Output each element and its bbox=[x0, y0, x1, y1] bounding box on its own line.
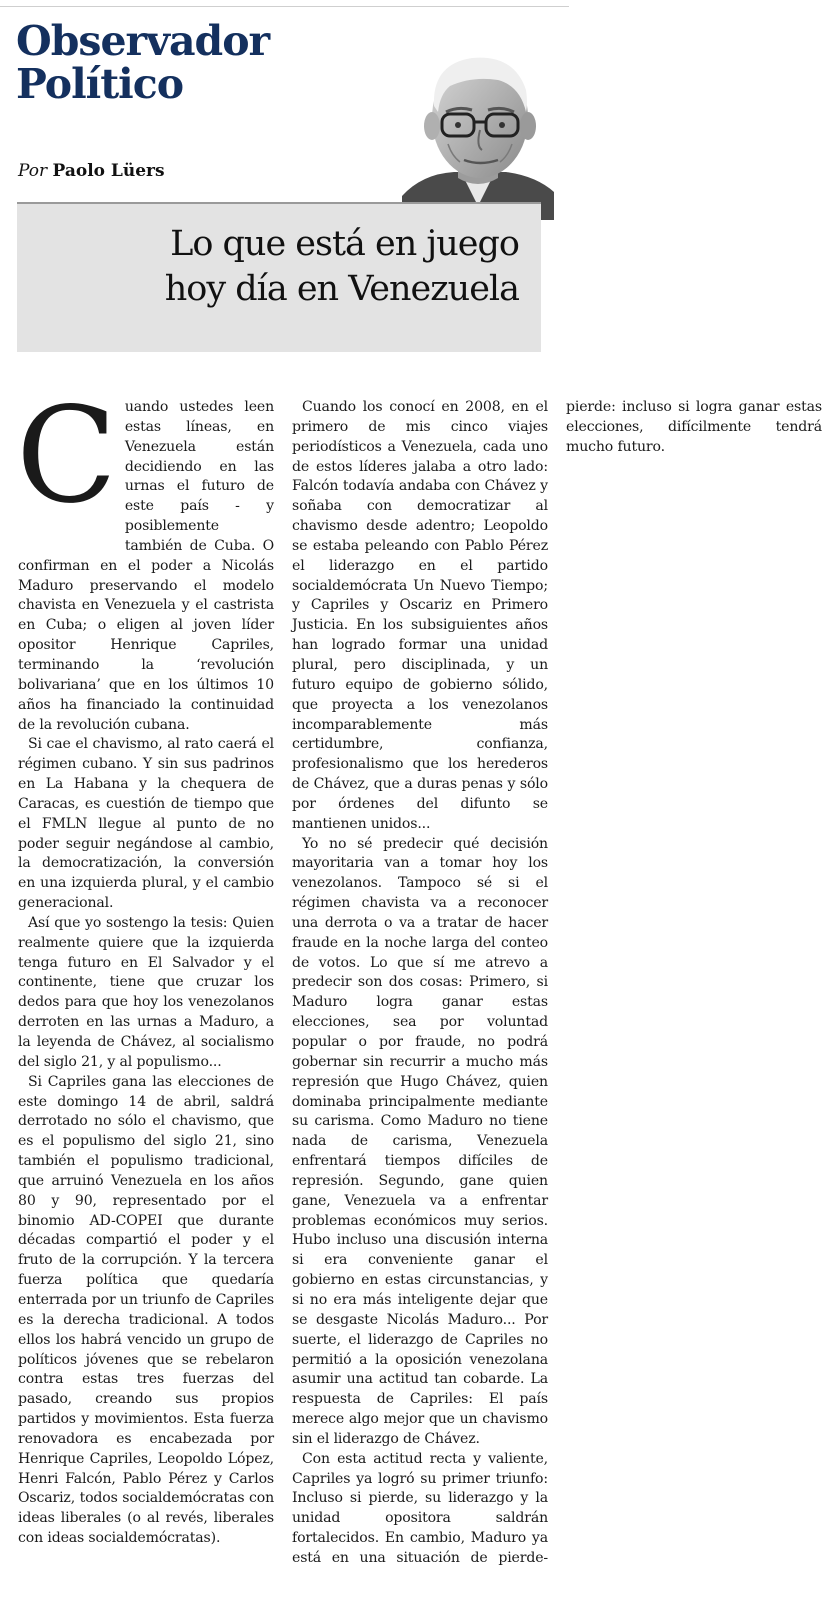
article-paragraph: Con esta actitud recta y valiente, Capriles ya logró su primer triunfo: Incluso si pierde, su liderazgo y la unidad opositora saldrán fortalecidos. En cambio, Maduro ya está en una situación de pierde-pierde: incluso si logra ganar estas elecciones, difícilmente tendrá mucho futuro. bbox=[292, 399, 822, 1566]
column-title-line1: Observador bbox=[16, 17, 270, 65]
article-paragraph: Cuando los conocí en 2008, en el primero de mis cinco viajes periodísticos a Venezuela, cada uno de estos líderes jalaba a otro lado: Falcón todavía andaba con Chávez y soñaba con democratizar al chavismo desde adentro; Leopoldo se estaba peleando con Pablo Pérez el liderazgo en el partido socialdemócrata Un Nuevo Tiempo; y Capriles y Oscariz en Primero Justicia. En los subsiguientes años han logrado formar una unidad plural, pero disciplinada, y un futuro equipo de gobierno sólido, que proyecta a los venezolanos incomparablemente más certidumbre, confianza, profesionalismo que los herederos de Chávez, que a duras penas y sólo por órdenes del difunto se mantienen unidos... bbox=[292, 399, 548, 832]
column-header bbox=[16, 17, 556, 200]
headline-line2: hoy día en Venezuela bbox=[164, 269, 519, 309]
top-rule bbox=[0, 6, 569, 7]
column-title bbox=[16, 17, 270, 108]
author-photo bbox=[402, 46, 554, 220]
headline-box bbox=[17, 202, 541, 352]
byline bbox=[18, 161, 165, 181]
article-paragraph: Si cae el chavismo, al rato caerá el régimen cubano. Y sin sus padrinos en La Habana y la chequera de Caracas, es cuestión de tiempo que el FMLN llegue al punto de no poder seguir negándose al cambio, la democratización, la conversión en una izquierda plural, y el cambio generacional. bbox=[18, 736, 274, 912]
byline-prefix: Por bbox=[18, 161, 48, 181]
article-paragraph: Yo no sé predecir qué decisión mayoritaria van a tomar hoy los venezolanos. Tampoco sé si el régimen chavista va a reconocer una derrota o va a tratar de hacer fraude en la noche larga del conteo de votos. Lo que sí me atrevo a predecir son dos cosas: Primero, si Maduro logra ganar estas elecciones, sea por voluntad popular o por fraude, no podrá gobernar sin recurrir a mucho más represión que Hugo Chávez, quien dominaba principalmente mediante su carisma. Como Maduro no tiene nada de carisma, Venezuela enfrentará tiempos difíciles de represión. Segundo, gane quien gane, Venezuela va a enfrentar problemas económicos muy serios. Hubo incluso una discusión interna si era conveniente ganar el gobierno en estas circunstancias, y si no era más inteligente dejar que se desgaste Nicolás Maduro... Por suerte, el liderazgo de Capriles no permitió a la oposición venezolana asumir una actitud tan cobarde. La respuesta de Capriles: El país merece algo mejor que un chavismo sin el liderazgo de Chávez. bbox=[292, 835, 548, 1447]
article-body bbox=[16, 379, 822, 1588]
column-title-line2: Político bbox=[16, 60, 184, 108]
article-paragraph: Si Capriles gana las elecciones de este domingo 14 de abril, saldrá derrotado no sólo el chavismo, que es el populismo del siglo 21, sino también el populismo tradicional, que arruinó Venezuela en los años 80 y 90, representado por el binomio AD-COPEI que durante décadas compartió el poder y el fruto de la corrupción. Y la tercera fuerza política que quedaría enterrada por un triunfo de Capriles es la derecha tradicional. A todos ellos los habrá vencido un grupo de políticos jóvenes que se rebelaron contra estas tres fuerzas del pasado, creando sus propios partidos y movimientos. Esta fuerza renovadora es encabezada por Henrique Capriles, Leopoldo López, Henri Falcón, Pablo Pérez y Carlos Oscariz, todos socialdemócratas con ideas liberales (o al revés, liberales con ideas socialdemócratas). bbox=[18, 1073, 274, 1547]
headline-line1: Lo que está en juego bbox=[170, 224, 519, 264]
article-paragraph: Así que yo sostengo la tesis: Quien realmente quiere que la izquierda tenga futuro en El Salvador y el continente, tiene que cruzar los dedos para que hoy los venezolanos derroten en las urnas a Maduro, a la leyenda de Chávez, al socialismo del siglo 21, y al populismo... bbox=[18, 914, 274, 1070]
drop-cap: C bbox=[16, 379, 117, 533]
article-paragraph: Cuando ustedes leen estas líneas, en Venezuela están decidiendo en las urnas el futuro de este país - y posiblemente también de Cuba. O confirman en el poder a Nicolás Maduro preservando el modelo chavista en Venezuela y el castrista en Cuba; o eligen al joven líder opositor Henrique Capriles, terminando la ‘revolución bolivariana’ que en los últimos 10 años ha financiado la continuidad de la revolución cubana. bbox=[16, 379, 274, 733]
headline bbox=[165, 222, 519, 312]
author-name: Paolo Lüers bbox=[52, 161, 165, 181]
